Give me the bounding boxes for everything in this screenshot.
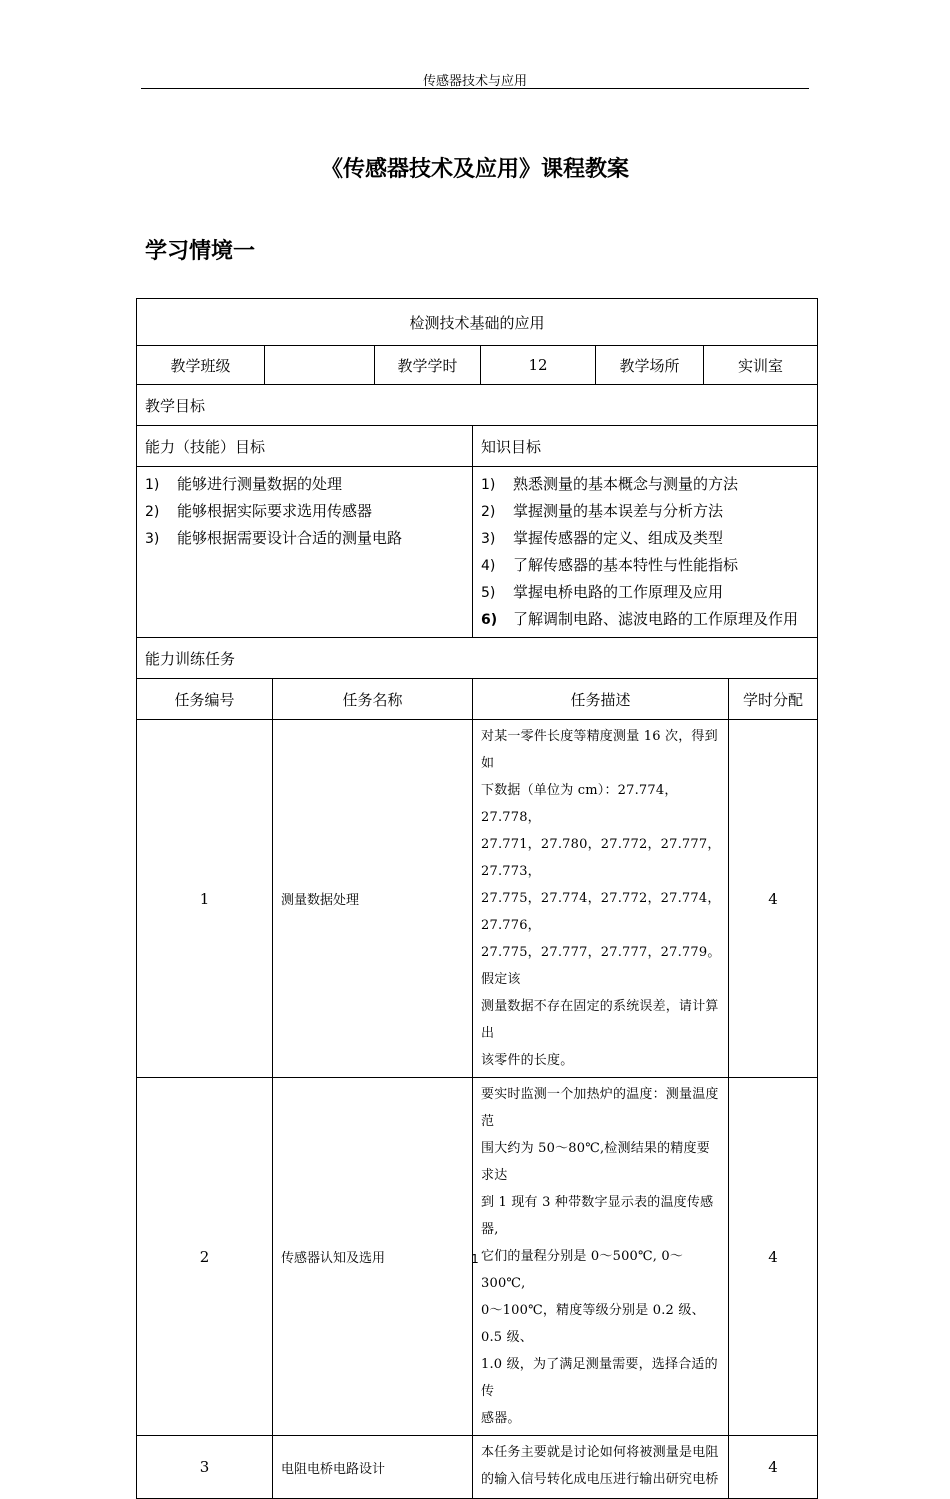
table-row	[137, 720, 818, 1078]
list-item: 5) 掌握电桥电路的工作原理及应用	[481, 583, 724, 601]
list-item: 2) 能够根据实际要求选用传感器	[145, 502, 373, 520]
task-name: 传感器认知及选用	[273, 1078, 473, 1436]
hours-label: 教学学时	[375, 346, 481, 385]
class-label: 教学班级	[137, 346, 265, 385]
knowledge-goals-list	[473, 467, 818, 638]
task-id: 1	[137, 720, 273, 1078]
goals-label: 教学目标	[137, 385, 818, 426]
list-item: 3) 能够根据需要设计合适的测量电路	[145, 529, 403, 547]
column-header-hours: 学时分配	[729, 679, 818, 720]
table-caption: 检测技术基础的应用	[137, 299, 818, 346]
task-description: 对某一零件长度等精度测量 16 次，得到如 下数据（单位为 cm）：27.774，27.778， 27.771，27.780，27.772，27.777，27.773， 27.775，27.774，27.772，27.774，27.776， 27.775，27.777，27.777，27.779。假定该 测量数据不存在固定的系统误差，请计算出 该零件的长度。	[473, 720, 729, 1078]
task-hours: 4	[729, 1436, 818, 1499]
ability-goals-list	[137, 467, 473, 638]
document-title: 《传感器技术及应用》课程教案	[320, 157, 629, 182]
table-row	[137, 1436, 818, 1499]
class-value	[265, 346, 375, 385]
list-item: 6) 了解调制电路、滤波电路的工作原理及作用	[481, 610, 799, 628]
training-tasks-label: 能力训练任务	[137, 638, 818, 679]
header-divider	[141, 88, 809, 89]
task-description: 本任务主要就是讨论如何将被测量是电阻 的输入信号转化成电压进行输出研究电桥	[473, 1436, 729, 1499]
column-header-name: 任务名称	[273, 679, 473, 720]
page-number: 1	[471, 1252, 479, 1266]
page-header: 传感器技术与应用	[422, 74, 527, 89]
task-hours: 4	[729, 1078, 818, 1436]
task-name: 测量数据处理	[273, 720, 473, 1078]
lesson-plan-table	[136, 298, 818, 1499]
task-name: 电阻电桥电路设计	[273, 1436, 473, 1499]
list-item: 2) 掌握测量的基本误差与分析方法	[481, 502, 724, 520]
knowledge-goals-label: 知识目标	[473, 426, 818, 467]
list-item: 1) 能够进行测量数据的处理	[145, 475, 343, 493]
list-item: 1) 熟悉测量的基本概念与测量的方法	[481, 475, 739, 493]
column-header-desc: 任务描述	[473, 679, 729, 720]
ability-goals-label: 能力（技能）目标	[137, 426, 473, 467]
task-description: 要实时监测一个加热炉的温度：测量温度范 围大约为 50～80℃,检测结果的精度要求达 到 1 现有 3 种带数字显示表的温度传感器, 它们的量程分别是 0～500℃, 0～300℃, 0～100℃，精度等级分别是 0.2 级、0.5 级、 1.0 级，为了满足测量需要，选择合适的传 感器。	[473, 1078, 729, 1436]
column-header-id: 任务编号	[137, 679, 273, 720]
section-heading: 学习情境一	[145, 239, 256, 264]
place-label: 教学场所	[596, 346, 704, 385]
task-id: 2	[137, 1078, 273, 1436]
list-item: 4) 了解传感器的基本特性与性能指标	[481, 556, 739, 574]
list-item: 3) 掌握传感器的定义、组成及类型	[481, 529, 724, 547]
task-hours: 4	[729, 720, 818, 1078]
place-value: 实训室	[704, 346, 818, 385]
hours-value: 12	[481, 346, 596, 385]
task-id: 3	[137, 1436, 273, 1499]
